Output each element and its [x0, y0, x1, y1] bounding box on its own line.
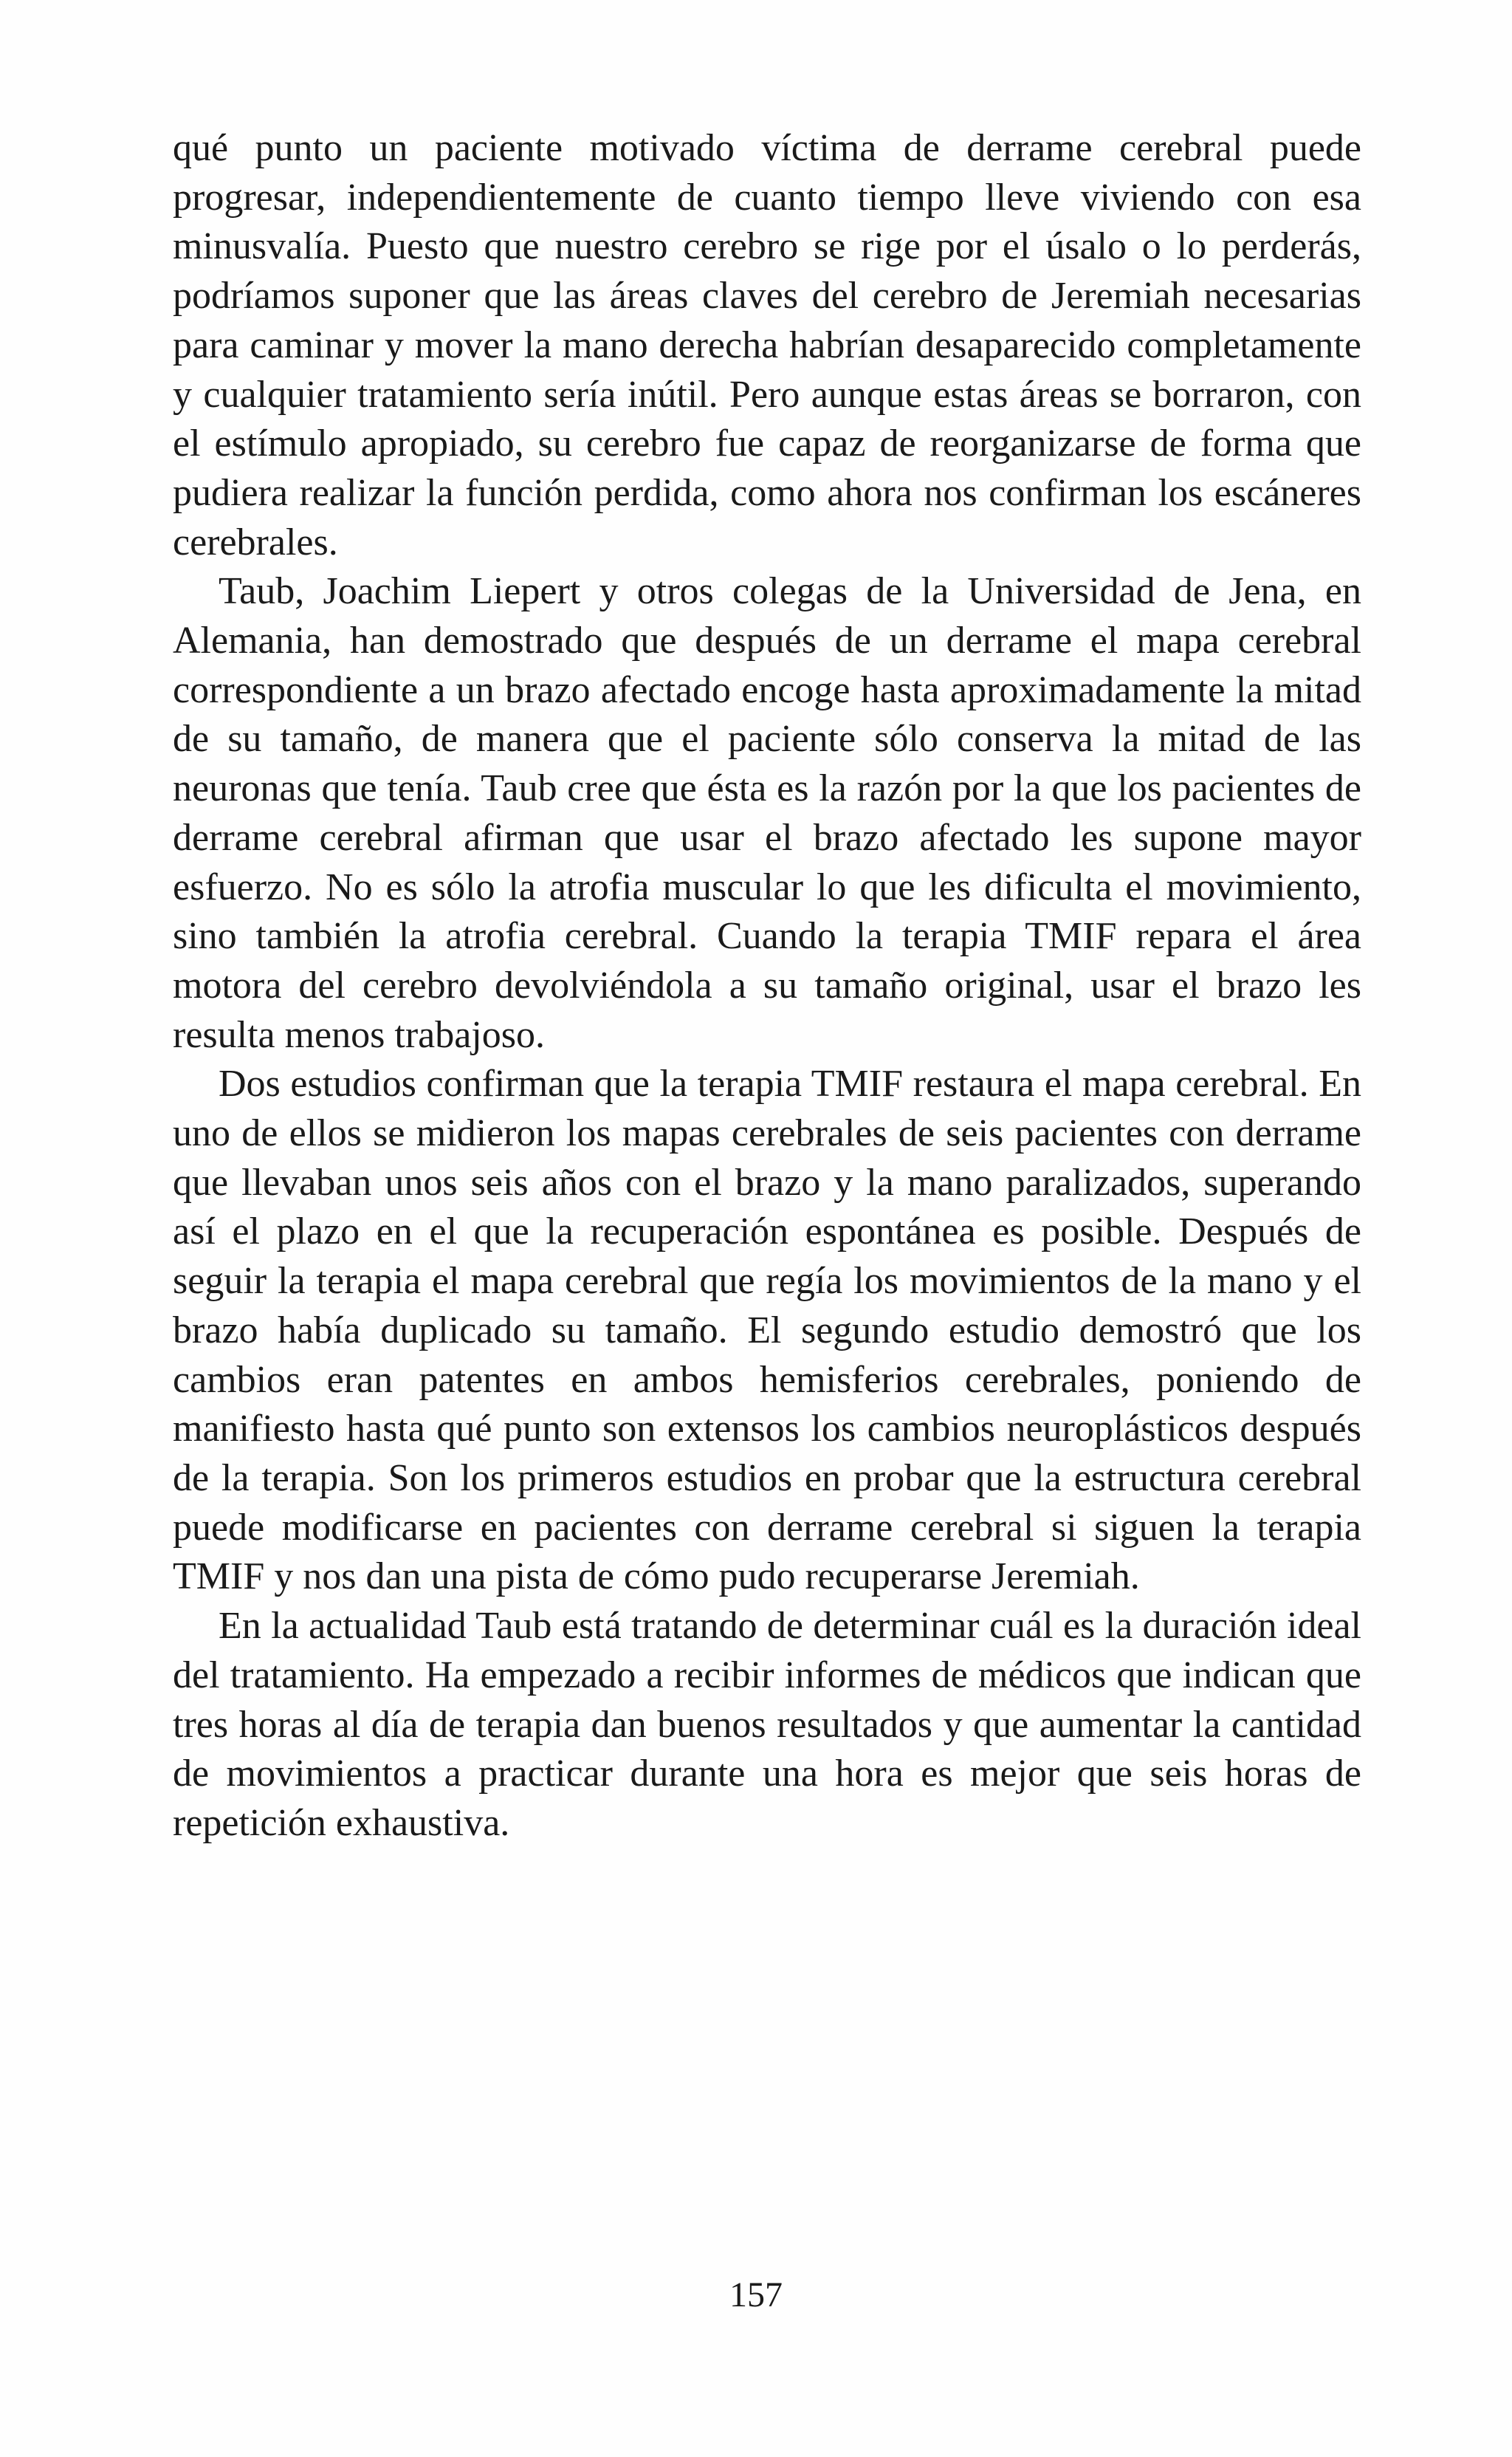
paragraph-1: qué punto un paciente motivado víctima de derrame cerebral puede progresar, independientemente de cuanto tiempo lleve viviendo con esa minusvalía. Puesto que nuestro cerebro se rige por el úsalo o lo perderás, podríamos suponer que las áreas claves del cerebro de Jeremiah necesarias para caminar y mover la mano derecha habrían desaparecido completamente y cualquier tratamiento sería inútil. Pero aunque estas áreas se borraron, con el estímulo apropiado, su cerebro fue capaz de reorganizarse de forma que pudiera realizar la función perdida, como ahora nos confirman los escáneres cerebrales.: [173, 127, 1361, 563]
paragraph-2: Taub, Joachim Liepert y otros colegas de la Universidad de Jena, en Alemania, han demostrado que después de un derrame el mapa cerebral correspondiente a un brazo afectado encoge hasta aproximadamente la mitad de su tamaño, de manera que el paciente sólo conserva la mitad de las neuronas que tenía. Taub cree que ésta es la razón por la que los pacientes de derrame cerebral afirman que usar el brazo afectado les supone mayor esfuerzo. No es sólo la atrofia muscular lo que les dificulta el movimiento, sino también la atrofia cerebral. Cuando la terapia TMIF repara el área motora del cerebro devolviéndola a su tamaño original, usar el brazo les resulta menos trabajoso.: [173, 570, 1361, 1056]
paragraph-3: Dos estudios confirman que la terapia TMIF restaura el mapa cerebral. En uno de ellos se midieron los mapas cerebrales de seis pacientes con derrame que llevaban unos seis años con el brazo y la mano paralizados, superando así el plazo en el que la recuperación espontánea es posible. Después de seguir la terapia el mapa cerebral que regía los movimientos de la mano y el brazo había duplicado su tamaño. El segundo estudio demostró que los cambios eran patentes en ambos hemisferios cerebrales, poniendo de manifiesto hasta qué punto son extensos los cambios neuroplásticos después de la terapia. Son los primeros estudios en probar que la estructura cerebral puede modificarse en pacientes con derrame cerebral si siguen la terapia TMIF y nos dan una pista de cómo pudo recuperarse Jeremiah.: [173, 1063, 1361, 1598]
page-number: 157: [729, 2275, 783, 2314]
body-text: [173, 124, 1361, 1848]
paragraph-4: En la actualidad Taub está tratando de determinar cuál es la duración ideal del tratamiento. Ha empezado a recibir informes de médicos que indican que tres horas al día de terapia dan buenos resultados y que aumentar la cantidad de movimientos a practicar durante una hora es mejor que seis horas de repetición exhaustiva.: [173, 1605, 1361, 1844]
